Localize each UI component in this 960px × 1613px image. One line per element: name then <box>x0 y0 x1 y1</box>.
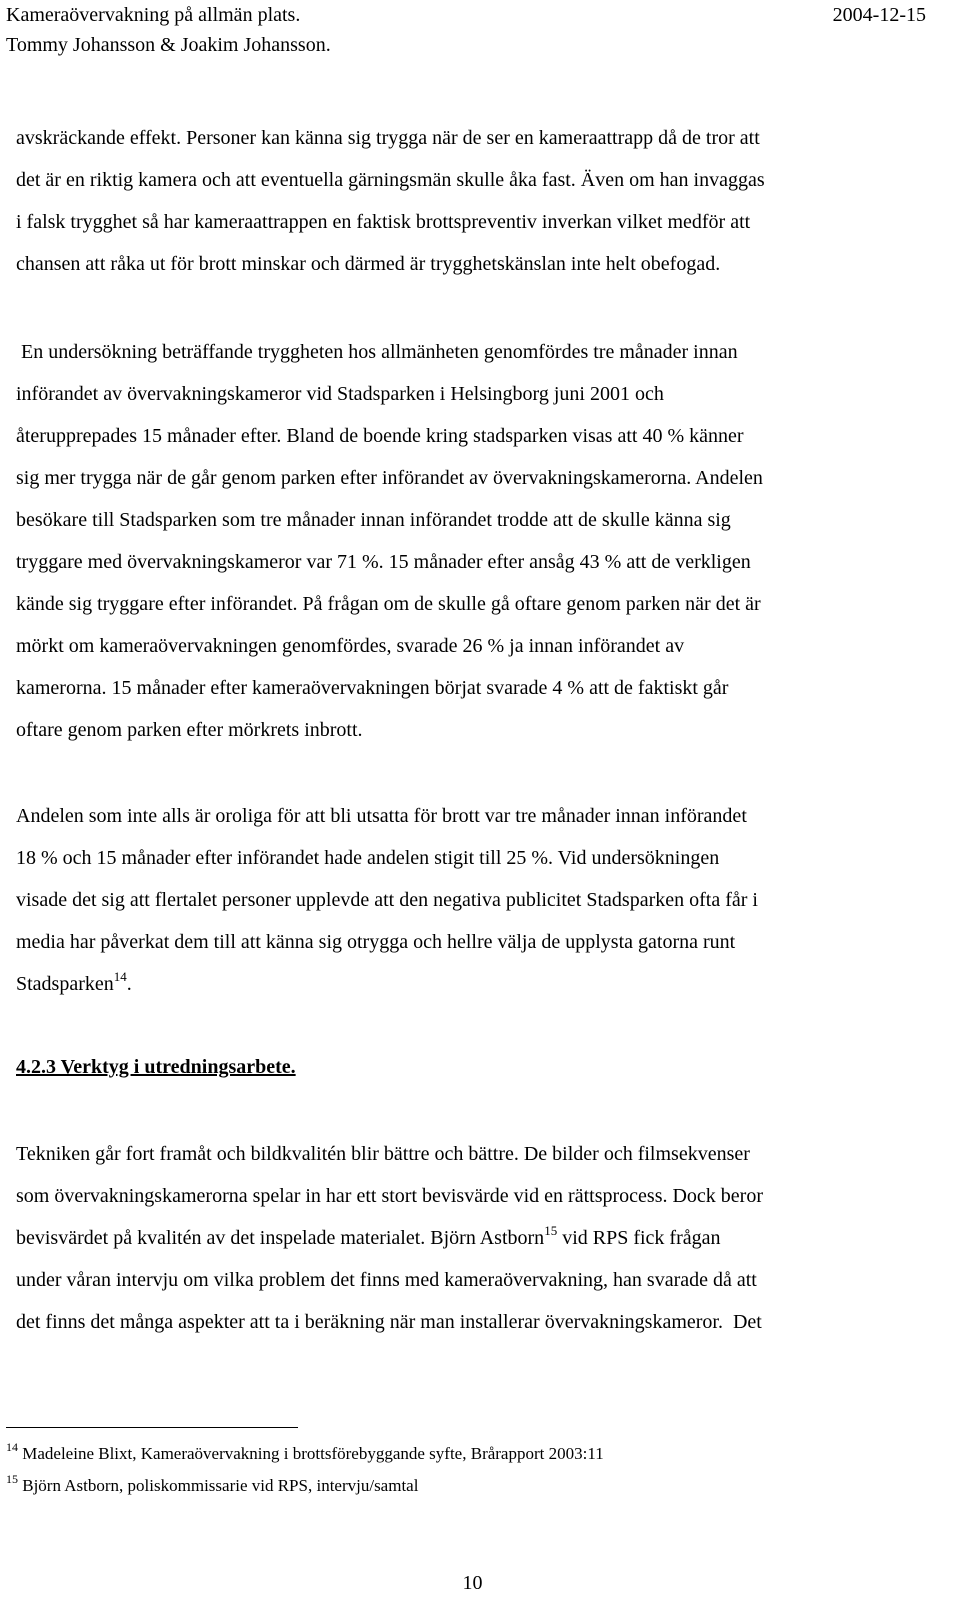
text-line: sig mer trygga när de går genom parken efter införandet av övervakningskamerorna. Andelen <box>16 467 763 489</box>
text-line: tryggare med övervakningskameror var 71 %. 15 månader efter ansåg 43 % att de verkligen <box>16 551 751 573</box>
text-line: det är en riktig kamera och att eventuella gärningsmän skulle åka fast. Även om han invaggas <box>16 169 765 191</box>
text-line: besökare till Stadsparken som tre månader innan införandet trodde att de skulle känna sig <box>16 509 731 531</box>
footnote-ref-15[interactable]: 15 <box>544 1223 558 1238</box>
text-line: återupprepades 15 månader efter. Bland de boende kring stadsparken visas att 40 % känner <box>16 425 744 447</box>
footnote-ref-14[interactable]: 14 <box>113 969 127 984</box>
text-line: 18 % och 15 månader efter införandet hade andelen stigit till 25 %. Vid undersökningen <box>16 847 720 869</box>
page-header <box>6 0 926 60</box>
paragraph-1 <box>16 117 936 285</box>
text-line: mörkt om kameraövervakningen genomfördes, svarade 26 % ja innan införandet av <box>16 635 685 657</box>
text-segment: . <box>126 973 132 995</box>
document-date: 2004-12-15 <box>832 4 926 26</box>
text-line: det finns det många aspekter att ta i beräkning när man installerar övervakningskameror. Det <box>16 1311 762 1333</box>
paragraph-2 <box>16 331 936 751</box>
footnote-text: Björn Astborn, poliskommissarie vid RPS, intervju/samtal <box>18 1476 419 1495</box>
text-line: avskräckande effekt. Personer kan känna sig trygga när de ser en kameraattrapp då de tror att <box>16 127 760 149</box>
page-number: 10 <box>462 1572 483 1594</box>
text-segment: bevisvärdet på kvalitén av det inspelade materialet. Björn Astborn <box>16 1227 545 1249</box>
text-line: införandet av övervakningskameror vid Stadsparken i Helsingborg juni 2001 och <box>16 383 664 405</box>
text-line: i falsk trygghet så har kameraattrappen en faktisk brottspreventiv inverkan vilket medför att <box>16 211 751 233</box>
text-line: kamerorna. 15 månader efter kameraövervakningen börjat svarade 4 % att de faktiskt går <box>16 677 729 699</box>
footnote-number: 14 <box>6 1440 18 1454</box>
paragraph-4 <box>16 1133 936 1343</box>
text-segment: vid RPS fick frågan <box>557 1227 721 1249</box>
text-line-with-footnote-ref <box>16 963 936 1005</box>
section-heading: 4.2.3 Verktyg i utredningsarbete. <box>16 1056 296 1078</box>
text-line: kände sig tryggare efter införandet. På frågan om de skulle gå oftare genom parken när det är <box>16 593 761 615</box>
header-row-top <box>6 0 926 30</box>
text-line: En undersökning beträffande tryggheten hos allmänheten genomfördes tre månader innan <box>16 341 738 363</box>
footnote-text: Madeleine Blixt, Kameraövervakning i brottsförebyggande syfte, Brårapport 2003:11 <box>18 1444 604 1463</box>
paragraph-3 <box>16 795 936 1005</box>
header-row-authors <box>6 30 926 60</box>
text-line: Andelen som inte alls är oroliga för att bli utsatta för brott var tre månader innan införandet <box>16 805 747 827</box>
text-line: under våran intervju om vilka problem det finns med kameraövervakning, han svarade då att <box>16 1269 757 1291</box>
text-line: Tekniken går fort framåt och bildkvalitén blir bättre och bättre. De bilder och filmsekvenser <box>16 1143 750 1165</box>
footnotes <box>6 1438 604 1502</box>
document-title: Kameraövervakning på allmän plats. <box>6 4 301 26</box>
text-line: visade det sig att flertalet personer upplevde att den negativa publicitet Stadsparken ofta får i <box>16 889 758 911</box>
text-line: som övervakningskamerorna spelar in har ett stort bevisvärde vid en rättsprocess. Dock beror <box>16 1185 763 1207</box>
text-line-with-footnote-ref <box>16 1217 936 1259</box>
text-line: chansen att råka ut för brott minskar och därmed är trygghetskänslan inte helt obefogad. <box>16 253 721 275</box>
text-line: media har påverkat dem till att känna sig otrygga och hellre välja de upplysta gatorna runt <box>16 931 736 953</box>
footnote-separator <box>6 1427 298 1428</box>
text-segment: Stadsparken <box>16 973 114 995</box>
footnote-14 <box>6 1438 604 1470</box>
footnote-number: 15 <box>6 1472 18 1486</box>
footnote-15 <box>6 1470 604 1502</box>
text-line: oftare genom parken efter mörkrets inbrott. <box>16 719 363 741</box>
document-authors: Tommy Johansson & Joakim Johansson. <box>6 34 331 56</box>
